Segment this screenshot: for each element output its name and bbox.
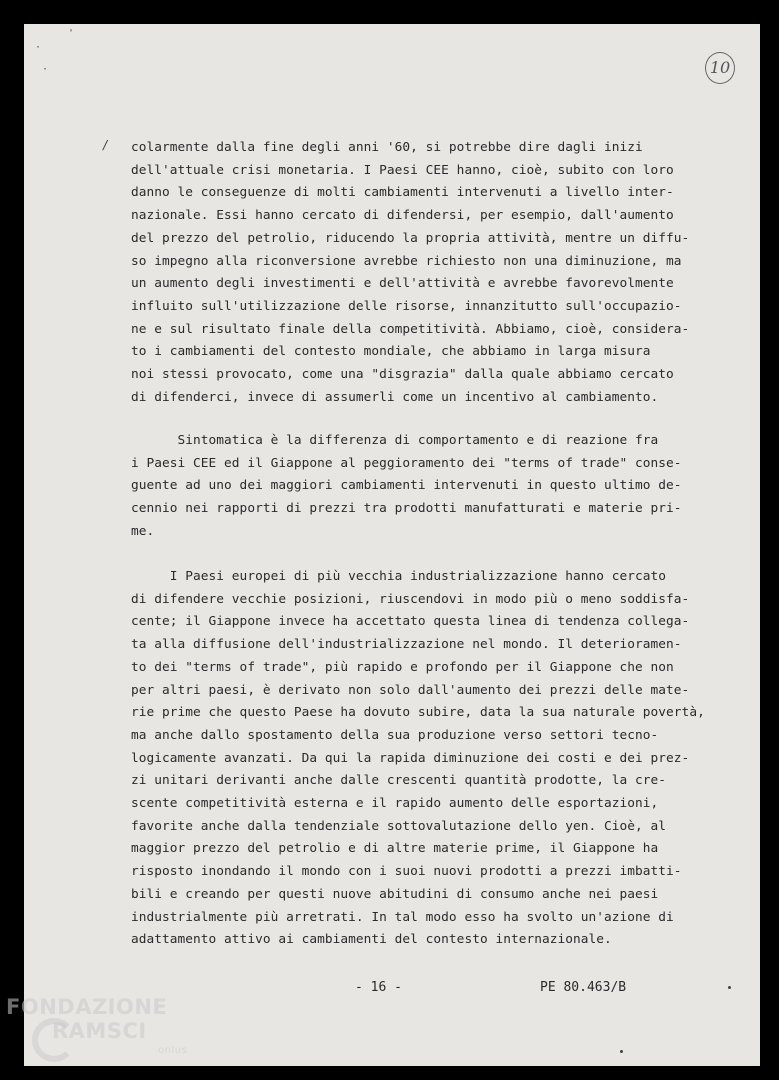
paragraph-3 — [131, 566, 705, 952]
text-line: industrialmente più arretrati. In tal modo esso ha svolto un'azione di — [131, 909, 674, 925]
text-line: del prezzo del petrolio, riducendo la propria attività, mentre un diffu- — [131, 230, 690, 246]
text-line: ta alla diffusione dell'industrializzazione nel mondo. Il deterioramen- — [131, 637, 682, 653]
watermark-line-2: RAMSCI — [52, 1019, 147, 1043]
text-line: noi stessi provocato, come una "disgrazia" dalla quale abbiamo cercato — [131, 367, 674, 383]
text-line: scente competitività esterna e il rapido aumento delle esportazioni, — [131, 796, 659, 812]
text-line: to dei "terms of trade", più rapido e profondo per il Giappone che non — [131, 659, 674, 675]
text-line: danno le conseguenze di molti cambiamenti intervenuti a livello inter- — [131, 185, 674, 201]
watermark — [6, 995, 187, 1063]
text-line: risposto inondando il mondo con i suoi nuovi prodotti a prezzi imbatti- — [131, 864, 682, 880]
text-line: ne e sul risultato finale della competitività. Abbiamo, cioè, considera- — [131, 321, 690, 337]
text-line: favorite anche dalla tendenziale sottovalutazione dello yen. Cioè, al — [131, 818, 667, 834]
paragraph-1 — [131, 137, 691, 409]
text-line: to i cambiamenti del contesto mondiale, che abbiamo in larga misura — [131, 344, 651, 360]
text-line: un aumento degli investimenti e dell'attività e avrebbe favorevolmente — [131, 276, 674, 292]
text-line: adattamento attivo ai cambiamenti del contesto internazionale. — [131, 932, 612, 948]
text-line: cennio nei rapporti di prezzi tra prodotti manufatturati e materie pri- — [131, 501, 682, 517]
scan-mark: ' — [68, 28, 75, 39]
handwritten-page-number: 10 — [705, 52, 735, 84]
text-line: dell'attuale crisi monetaria. I Paesi CEE hanno, cioè, subito con loro — [131, 162, 674, 178]
text-line: rie prime che questo Paese ha dovuto subire, data la sua naturale povertà, — [131, 705, 705, 721]
text-line: ma anche dallo spostamento della sua produzione verso settori tecno- — [131, 727, 659, 743]
text-line: zi unitari derivanti anche dalle crescenti quantità prodotte, la cre- — [131, 773, 667, 789]
footer-reference: PE 80.463/B — [540, 980, 627, 995]
paragraph-2 — [131, 430, 691, 544]
text-line: I Paesi europei di più vecchia industrializzazione hanno cercato — [131, 569, 667, 584]
text-line: di difendere vecchie posizioni, riuscendovi in modo più o meno soddisfa- — [131, 591, 690, 607]
scan-speck — [728, 986, 731, 989]
scan-mark: · — [35, 42, 42, 53]
text-line: maggior prezzo del petrolio e di altre materie prime, il Giappone ha — [131, 841, 659, 857]
text-line: me. — [131, 523, 155, 539]
footer-page-number: - 16 - — [355, 980, 402, 995]
text-line: logicamente avanzati. Da qui la rapida diminuzione dei costi e dei prez- — [131, 750, 690, 766]
text-line: so impegno alla riconversione avrebbe richiesto non una diminuzione, ma — [131, 253, 682, 269]
text-line: bili e creando per questi nuove abitudini di consumo anche nei paesi — [131, 886, 659, 902]
text-line: di difenderci, invece di assumerli come un incentivo al cambiamento. — [131, 389, 659, 405]
text-line: influito sull'utilizzazione delle risorse, innanzitutto sull'occupazio- — [131, 298, 682, 314]
text-line: i Paesi CEE ed il Giappone al peggioramento dei "terms of trade" conse- — [131, 455, 682, 471]
text-line: per altri paesi, è derivato non solo dall'aumento dei prezzi delle mate- — [131, 682, 690, 698]
text-line: guente ad uno dei maggiori cambiamenti intervenuti in questo ultimo de- — [131, 478, 682, 494]
text-line: cente; il Giappone invece ha accettato questa linea di tendenza collega- — [131, 614, 690, 630]
text-line: nazionale. Essi hanno cercato di difendersi, per esempio, dall'aumento — [131, 208, 674, 224]
watermark-line-1: FONDAZIONE — [6, 995, 168, 1019]
margin-mark: / — [102, 138, 110, 152]
text-line: Sintomatica è la differenza di comportamento e di reazione fra — [131, 433, 659, 448]
scan-speck — [620, 1050, 623, 1053]
watermark-line-3: onlus — [158, 1045, 188, 1056]
scan-mark: · — [42, 64, 49, 75]
text-line: colarmente dalla fine degli anni '60, si potrebbe dire dagli inizi — [131, 140, 643, 155]
